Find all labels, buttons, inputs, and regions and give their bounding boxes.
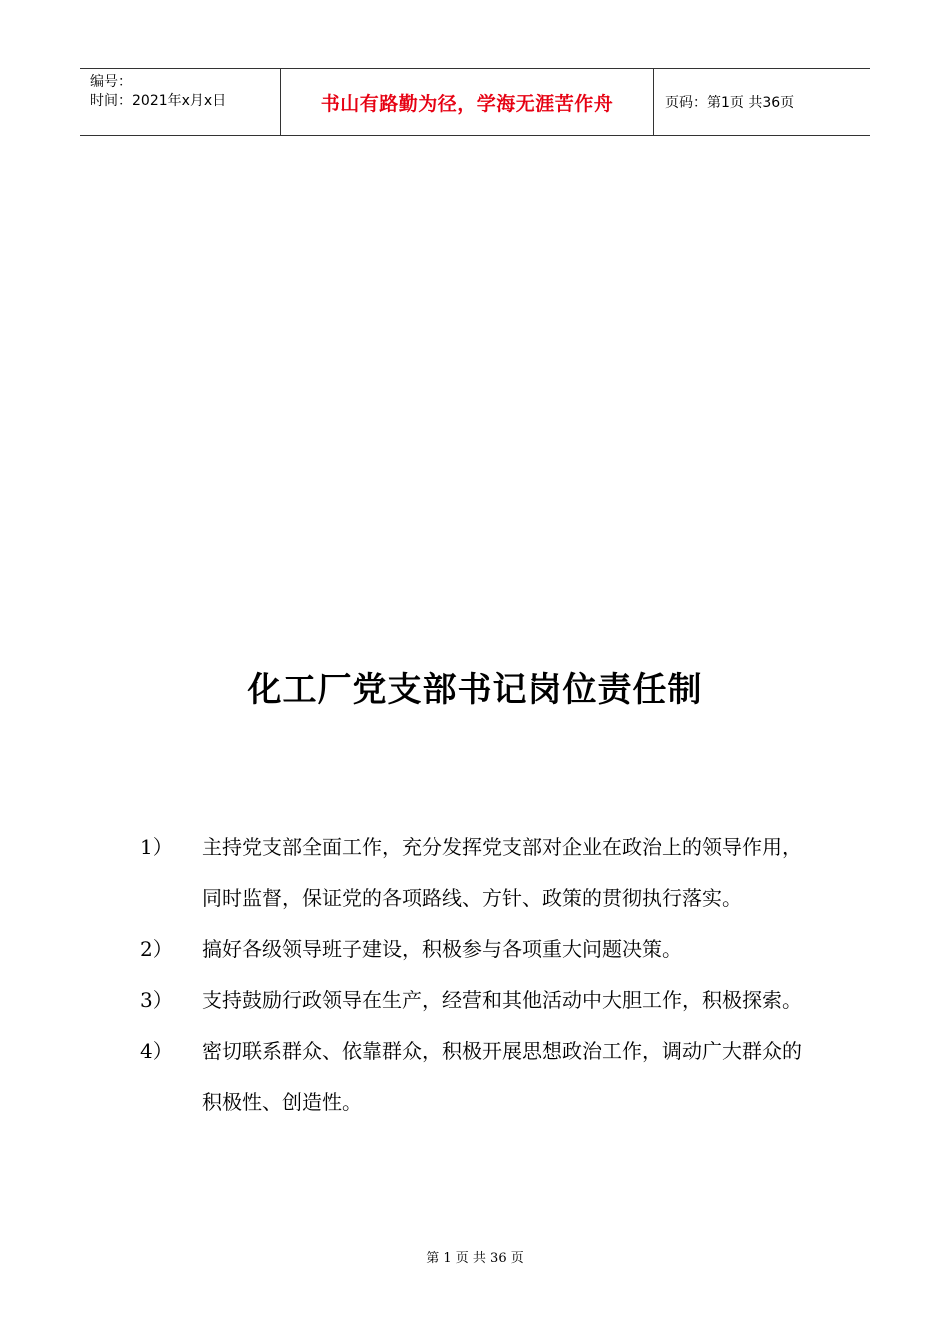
- responsibility-list: [140, 822, 820, 1128]
- header-meta: [80, 69, 281, 135]
- header-motto: 书山有路勤为径，学海无涯苦作舟: [281, 69, 654, 135]
- page-footer: 第 1 页 共 36 页: [426, 1251, 524, 1266]
- list-item-text: 支持鼓励行政领导在生产，经营和其他活动中大胆工作，积极探索。: [202, 988, 802, 1012]
- list-item-number: 3）: [140, 988, 173, 1012]
- document-time-label: 时间：2021年x月x日: [90, 93, 227, 109]
- list-item-text: 主持党支部全面工作，充分发挥党支部对企业在政治上的领导作用，同时监督，保证党的各项路线、方针、政策的贯彻执行落实。: [202, 835, 802, 910]
- list-item: [140, 822, 820, 924]
- list-item: [140, 975, 820, 1026]
- list-item: [140, 1026, 820, 1128]
- header-page-info: 页码：第1页 共36页: [665, 95, 795, 111]
- document-title: 化工厂党支部书记岗位责任制: [247, 670, 703, 710]
- document-number-label: 编号：: [90, 74, 132, 90]
- page-header: [80, 68, 870, 136]
- list-item-number: 2）: [140, 937, 173, 961]
- list-item-text: 搞好各级领导班子建设，积极参与各项重大问题决策。: [202, 937, 682, 961]
- list-item-number: 4）: [140, 1039, 173, 1063]
- list-item: [140, 924, 820, 975]
- list-item-number: 1）: [140, 835, 173, 859]
- list-item-text: 密切联系群众、依靠群众，积极开展思想政治工作，调动广大群众的积极性、创造性。: [202, 1039, 802, 1114]
